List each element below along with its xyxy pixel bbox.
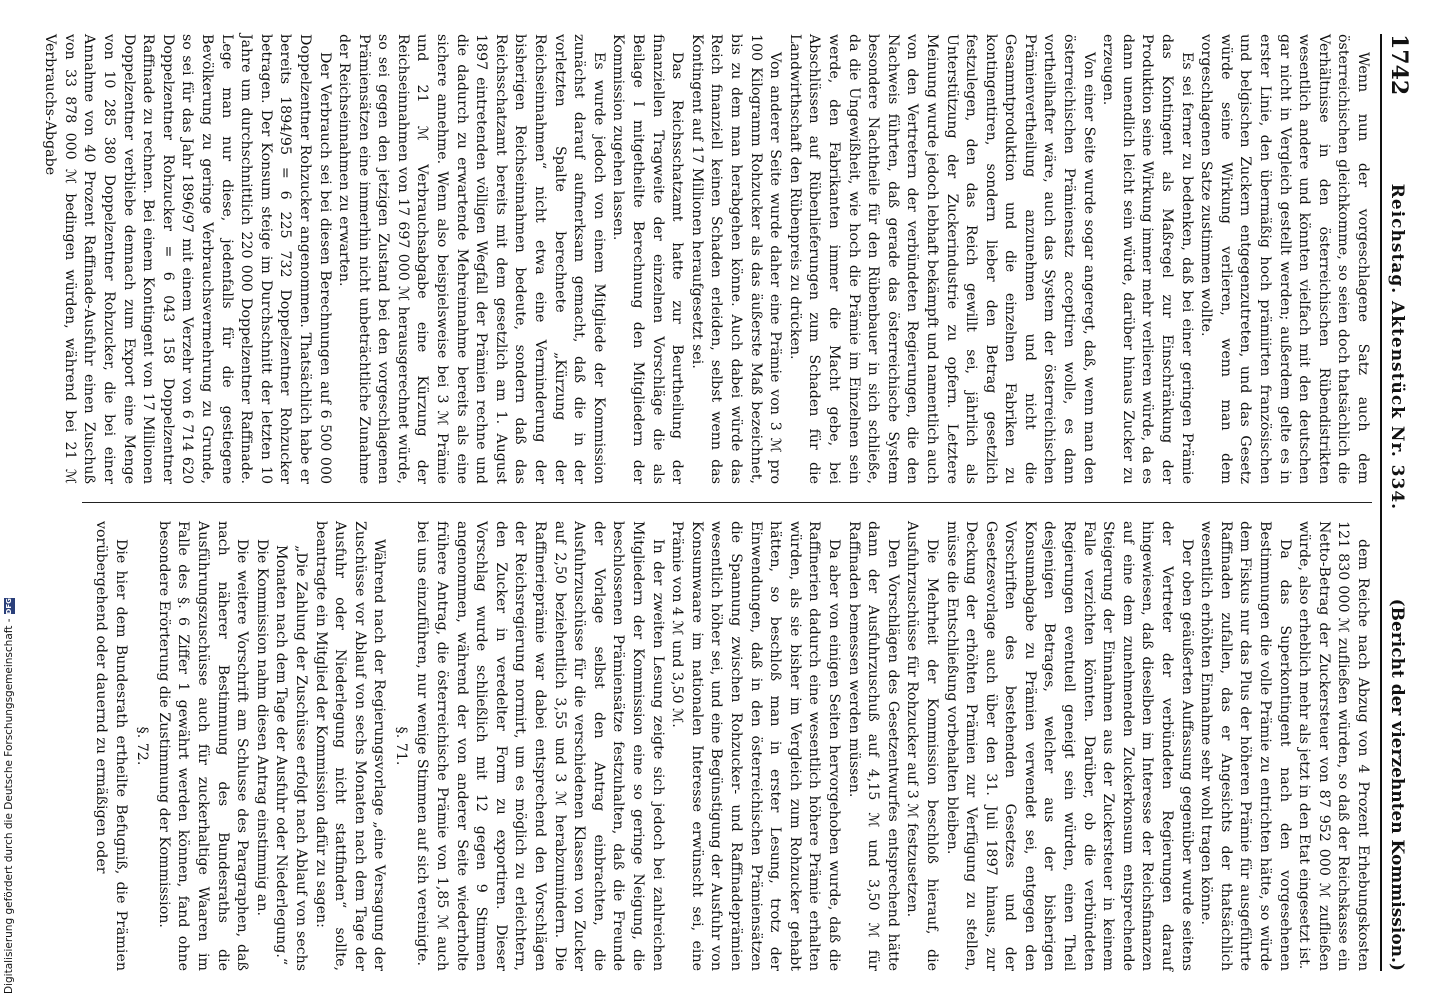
dfg-logo-icon: DFG [4,598,13,615]
paragraph: Von einer Seite wurde sogar angeregt, daß, wenn man den österreichischen Prämiensatz acceptiren wolle, es dann vortheilhafter wäre, auch das System der österreichischen Prämienvertheilung anzunehmen und nicht die Gesammtproduktion und die einzelnen Fabriken zu kontingentiren, sondern lieber den Betrag gesetzlich festzulegen, den das Reich gewillt sei, jährlich als Unterstützung der Zuckerindustrie zu opfern. Letztere Meinung wurde jedoch lebhaft bekämpft und namentlich auch von den Vertretern der verbündeten Regierungen, die den Nachweis führten, daß gerade das österreichische System besondere Nachtheile für den Rübenbauer in sich schließe, da die Ungewißheit, wie hoch die Prämie im Einzelnen sein werde, den Fabrikanten immer die Macht gebe, bei Abschlüssen auf Rübenlieferungen zum Schaden für die Landwirthschaft den Rübenpreis zu drücken. [786,34,1097,484]
paragraph: Der oben geäußerten Auffassung gegenüber wurde seitens der Vertreter der verbündeten Regierungen darauf hingewiesen, daß dieselben im Interesse der Reichsfinanzen auf eine dem zunehmenden Zuckerkonsum entsprechende Steigerung der Einnahmen aus der Zuckersteuer in keinem Falle verzichten könnten. Darüber, ob die verbündeten Regierungen eventuell geneigt sein würden, einen Theil desjenigen Betrages, welcher aus der bisherigen Konsumabgabe zu Prämien verwendet sei, entgegen den Vorschriften des bestehenden Gesetzes und der Gesetzesvorlage auch über den 31. Juli 1897 hinaus, zur Deckung der erhöhten Prämien zur Verfügung zu stellen, müsse die Entschließung vorbehalten bleiben. [943,521,1195,971]
paragraph: Von anderer Seite wurde daher eine Prämie von 3 ℳ pro 100 Kilogramm Rohzucker als das äußerste Maß bezeichnet, bis zu dem man herabgehen könne. Auch dabei würde das Reich finanziell keinen Schaden erleiden, selbst wenn das Kontingent auf 17 Millionen heraufgesetzt sei. [688,34,784,484]
paragraph: Da aber von einigen Seiten hervorgehoben wurde, daß die Raffinerien dadurch eine wesentlich höhere Prämie erhalten würden, als sie bisher im Vergleich zum Rohzucker gehabt hätten, so beschloß man in erster Lesung, trotz der Einwendungen, daß in den österreichischen Prämiensätzen die Spannung zwischen Rohzucker- und Raffinadeprämien wesentlich höher sei, und eine Begünstigung der Ausfuhr von Konsumwaare im nationalen Interesse erwünscht sei, eine Prämie von 4 ℳ und 3,50 ℳ. [669,521,842,971]
header-title: Reichstag. Aktenstück Nr. 334. [1387,183,1407,511]
paragraph: Den Vorschlägen des Gesetzentwurfes entsprechend hätte dann der Ausfuhrzuschuß auf 4,15 ℳ und 3,50 ℳ für Raffinaden bemessen werden müssen. [845,521,901,971]
column-divider [82,502,1372,503]
quoted-text: „Die Zahlung der Zuschüsse erfolgt nach Ablauf von sechs Monaten nach dem Tage der Ausfuhr oder Niederlegung.“ [273,545,309,971]
paragraph: Wenn nun der vorgeschlagene Satz auch dem österreichischen gleichkomme, so seien doch thatsächlich die Verhältnisse in den österreichischen Rübendistrikten wesentlich andere und könnten vielfach mit den deutschen gar nicht in Vergleich gestellt werden; außerdem gelte es in erster Linie, den übermäßig hoch prämiirten französischen und belgischen Zuckern entgegenzutreten, und das Gesetz würde seine Wirkung verlieren, wenn man dem vorgeschlagenen Satze zustimmen wollte. [1198,34,1371,484]
paragraph: Es sei ferner zu bedenken, daß bei einer geringen Prämie das Kontingent als Maßregel zur Einschränkung der Produktion seine Wirkung immer mehr verlieren würde, da es dann unendlich leicht sein würde, darüber hinaus Zucker zu erzeugen. [1100,34,1195,484]
rotated-page-content [42,20,1418,985]
page-header [1380,34,1412,971]
section-heading: §. 72. [134,726,151,766]
paragraph: Die Kommission nahm diesen Antrag einstimmig an. [253,539,270,916]
digitization-credit [2,0,16,1000]
header-subtitle: (Bericht der vierzehnten Kommission.) [1387,598,1407,971]
paragraph: Es wurde jedoch von einem Mitgliede der Kommission zunächst darauf aufmerksam gemacht, daß die in der vorletzten Spalte berechnete „Kürzung der Reichseinnahmen“ nicht etwa eine Verminderung der bisherigen Reichseinnahmen bedeute, sondern daß das Reichsschatzamt bereits mit dem gesetzlich am 1. August 1897 eintretenden völligen Wegfall der Prämien rechne und die dadurch zu erwartende Mehreinnahme bereits als eine sichere annehme. Wenn also beispielsweise bei 3 ℳ Prämie und 21 ℳ Verbrauchsabgabe eine Kürzung der Reichseinnahmen von 17 697 000 ℳ herausgerechnet würde, so sei gegen den jetzigen Zustand bei den vorgeschlagenen Prämiensätzen eine immerhin nicht unbeträchtliche Zunahme der Reichseinnahmen zu erwarten. [336,34,607,484]
credit-text: Digitalisierung gefördert durch die Deutsche Forschungsgemeinschaft - [3,618,15,994]
left-column [42,34,1372,484]
page-number: 1742 [1386,34,1412,96]
section-heading: §. 71. [392,726,409,766]
paragraph: Da das Superkontingent nach den vorgesehenen Bestimmungen die volle Prämie zu entrichten hätte, so würde dem Fiskus nur das Plus der höheren Prämie für ausgeführte Raffinaden zufallen, das er Angesichts der thatsächlich wesentlich erhöhten Einnahme sehr wohl tragen könne. [1198,521,1293,971]
paragraph: In der zweiten Lesung zeigte sich jedoch bei zahlreichen Mitgliedern der Kommission eine so geringe Neigung, die beschlossenen Prämiensätze festzuhalten, daß die Freunde der Vorlage selbst den Antrag einbrachten, die Ausfuhrzuschüsse für die verschiedenen Klassen von Zucker auf 2,50 beziehentlich 3,55 und 3 ℳ herabzumindern. Die Raffinerieprämie war dabei entsprechend den Vorschlägen der Reichsregierung normirt, um es möglich zu erleichtern, den Zucker in veredelter Form zu exportiren. Dieser Vorschlag wurde schließlich mit 12 gegen 9 Stimmen angenommen, während der von anderer Seite wiederholte frühere Antrag, die österreichische Prämie von 1,85 ℳ auch bei uns einzuführen, nur wenige Stimmen auf sich vereinigte. [414,521,666,971]
paragraph: dem Reiche nach Abzug von 4 Prozent Erhebungskosten 121 830 000 ℳ zufließen würden, so daß der Reichskasse ein Netto-Betrag der Zuckersteuer von 87 952 000 ℳ zufließen würde, also erheblich mehr als jetzt in den Etat eingesetzt ist. [1296,521,1371,971]
scanned-page [42,20,1418,985]
paragraph: Während nach der Regierungsvorlage „eine Versagung der Zuschüsse vor Ablauf von sechs Monaten nach dem Tage der Ausfuhr oder Niederlegung nicht stattfinden“ sollte, beantragte ein Mitglied der Kommission dafür zu sagen: [312,521,388,971]
right-column [82,521,1372,971]
paragraph: Der Verbrauch sei bei diesen Berechnungen auf 6 500 000 Doppelzentner Rohzucker angenommen. Thatsächlich habe er bereits 1894/95 = 6 225 732 Doppelzentner Rohzucker betragen. Der Konsum steige im Durchschnitt der letzten 10 Jahre um durchschnittlich 220 000 Doppelzentner Raffinade. Lege man nur diese, jedenfalls für die gestiegene Bevölkerung zu geringe Verbrauchsvermehrung zu Grunde, so sei für das Jahr 1896/97 mit einem Verzehr von 6 714 620 Doppelzentner Rohzucker = 6 043 158 Doppelzentner Raffinade zu rechnen. Bei einem Kontingent von 17 Millionen Doppelzentner verbliebe demnach zum Export eine Menge von 10 285 380 Doppelzentner Rohzucker, die bei einer Annahme von 40 Prozent Raffinade-Ausfuhr einen Zuschuß von 33 878 000 ℳ bedingen würden, während bei 21 ℳ Verbrauchs-Abgabe [42,34,333,484]
paragraph: Die hier dem Bundesrath ertheilte Befugniß, die Prämien vorübergehend oder dauernd zu ermäßigen oder [93,521,129,971]
paragraph: Die Mehrheit der Kommission beschloß hierauf, die Ausfuhrzuschüsse für Rohzucker auf 3 ℳ festzusetzen. [904,521,940,971]
paragraph: Die weitere Vorschrift am Schlusse des Paragraphen, daß nach näherer Bestimmung des Bundesraths die Ausführungszuschüsse auch für zuckerhaltige Waaren im Falle des §. 6 Ziffer 1 gewährt werden können, fand ohne besondere Erörterung die Zustimmung der Kommission. [155,521,251,971]
paragraph: Das Reichsschatzamt hatte zur Beurtheilung der finanziellen Tragweite der einzelnen Vorschläge die als Beilage I mitgetheilte Berechnung den Mitgliedern der Kommission zugehen lassen. [610,34,686,484]
